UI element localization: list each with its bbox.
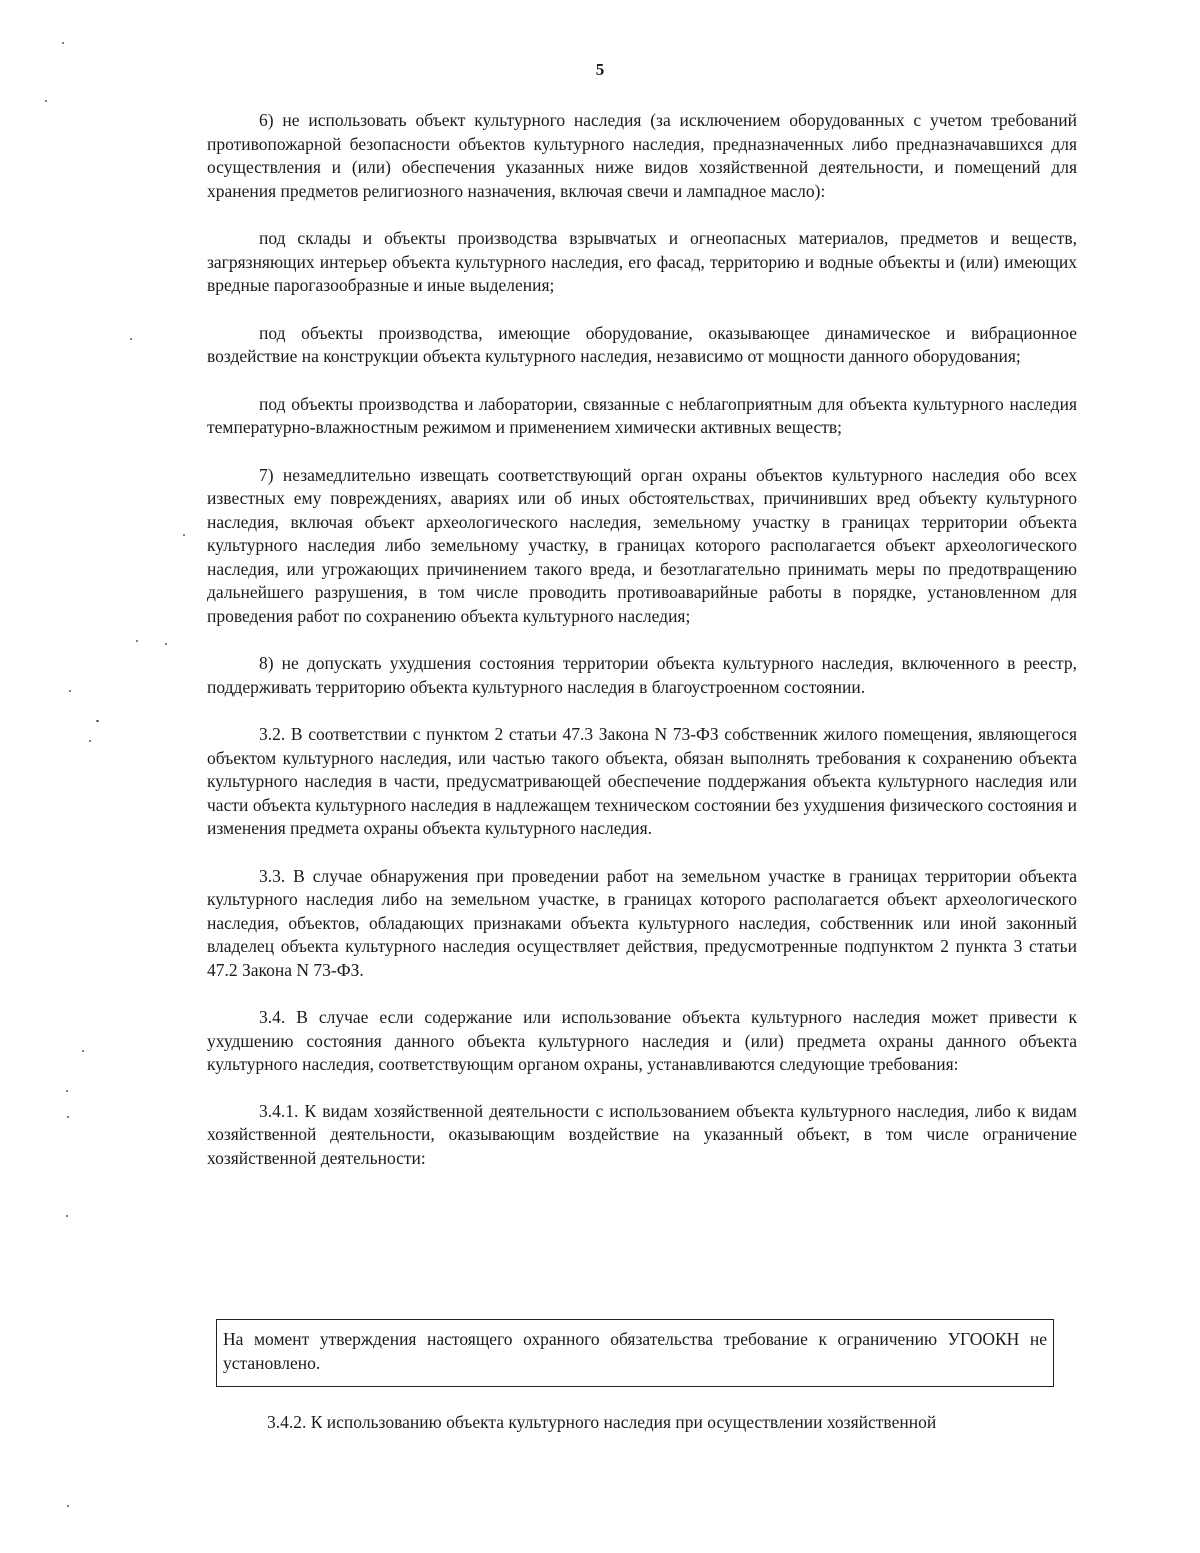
paragraph-section-3-3: 3.3. В случае обнаружения при проведении работ на земельном участке в границах территории объекта культурного наследия либо на земельном участке, в границах которого располагается объект археологического наследия, объектов, обладающих признаками объекта культурного наследия, собственник или иной законный владелец объекта культурного наследия осуществляет действия, предусмотренные подпунктом 2 пункта 3 статьи 47.2 Закона N 73-ФЗ. [207, 865, 1077, 980]
document-body [207, 109, 1077, 1170]
scan-speck [183, 534, 185, 536]
scan-speck [66, 1090, 68, 1092]
page-number: 5 [595, 60, 605, 79]
scan-speck [82, 1050, 84, 1052]
paragraph-warehouses: под склады и объекты производства взрывчатых и огнеопасных материалов, предметов и веществ, загрязняющих интерьер объекта культурного наследия, его фасад, территорию и водные объекты и (или) имеющих вредные парогазообразные и иные выделения; [207, 228, 1077, 295]
scan-speck [66, 1215, 68, 1217]
paragraph-item-6: 6) не использовать объект культурного наследия (за исключением оборудованных с учетом требований противопожарной безопасности объектов культурного наследия, предназначенных либо предназначавшихся для осуществления и (или) обеспечения указанных ниже видов хозяйственной деятельности, и помещений для хранения предметов религиозного назначения, включая свечи и лампадное масло): [207, 110, 1077, 201]
paragraph-section-3-2: 3.2. В соответствии с пунктом 2 статьи 47.3 Закона N 73-ФЗ собственник жилого помещения, являющегося объектом культурного наследия, или частью такого объекта, обязан выполнять требования к сохранению объекта культурного наследия в части, предусматривающей обеспечение поддержания объекта культурного наследия или части объекта культурного наследия в надлежащем техническом состоянии без ухудшения физического состояния и изменения предмета охраны объекта культурного наследия. [207, 724, 1077, 838]
scan-speck [89, 740, 91, 742]
scan-speck [69, 690, 71, 692]
scan-speck [67, 1116, 69, 1118]
paragraph-item-8: 8) не допускать ухудшения состояния территории объекта культурного наследия, включенного в реестр, поддерживать территорию объекта культурного наследия в благоустроенном состоянии. [207, 653, 1077, 697]
scan-speck [62, 42, 64, 44]
scan-speck [136, 640, 138, 642]
notice-box: На момент утверждения настоящего охранного обязательства требование к ограничению УГООКН не установлено. [216, 1319, 1054, 1387]
scan-speck [165, 643, 167, 645]
paragraph-section-3-4-2: 3.4.2. К использованию объекта культурного наследия при осуществлении хозяйственной [267, 1412, 937, 1432]
paragraph-production-vibration: под объекты производства, имеющие оборудование, оказывающее динамическое и вибрационное воздействие на конструкции объекта культурного наследия, независимо от мощности данного оборудования; [207, 322, 1077, 366]
scan-speck [96, 720, 99, 722]
scan-speck [45, 100, 47, 102]
paragraph-laboratories: под объекты производства и лаборатории, связанные с неблагоприятным для объекта культурного наследия температурно-влажностным режимом и применением химически активных веществ; [207, 393, 1077, 437]
paragraph-section-3-4-1: 3.4.1. К видам хозяйственной деятельности с использованием объекта культурного наследия, либо к видам хозяйственной деятельности, оказывающим воздействие на указанный объект, в том числе ограничение хозяйственной деятельности: [207, 1100, 1077, 1168]
scan-speck [130, 338, 132, 340]
scan-speck [67, 1505, 69, 1507]
paragraph-section-3-4: 3.4. В случае если содержание или использование объекта культурного наследия может привести к ухудшению состояния данного объекта культурного наследия и (или) предмета охраны данного объекта культурного наследия, соответствующим органом охраны, устанавливаются следующие требования: [207, 1007, 1077, 1074]
paragraph-item-7: 7) незамедлительно извещать соответствующий орган охраны объектов культурного наследия обо всех известных ему повреждениях, авариях или об иных обстоятельствах, причинивших вред объекту культурного наследия, включая объект археологического наследия, земельному участку в границах территории объекта культурного наследия либо земельному участку, в границах которого располагается объект археологического наследия, или угрожающих причинением такого вреда, и безотлагательно принимать меры по предотвращению дальнейшего разрушения, в том числе проводить противоаварийные работы в порядке, установленном для проведения работ по сохранению объекта культурного наследия; [207, 464, 1077, 626]
